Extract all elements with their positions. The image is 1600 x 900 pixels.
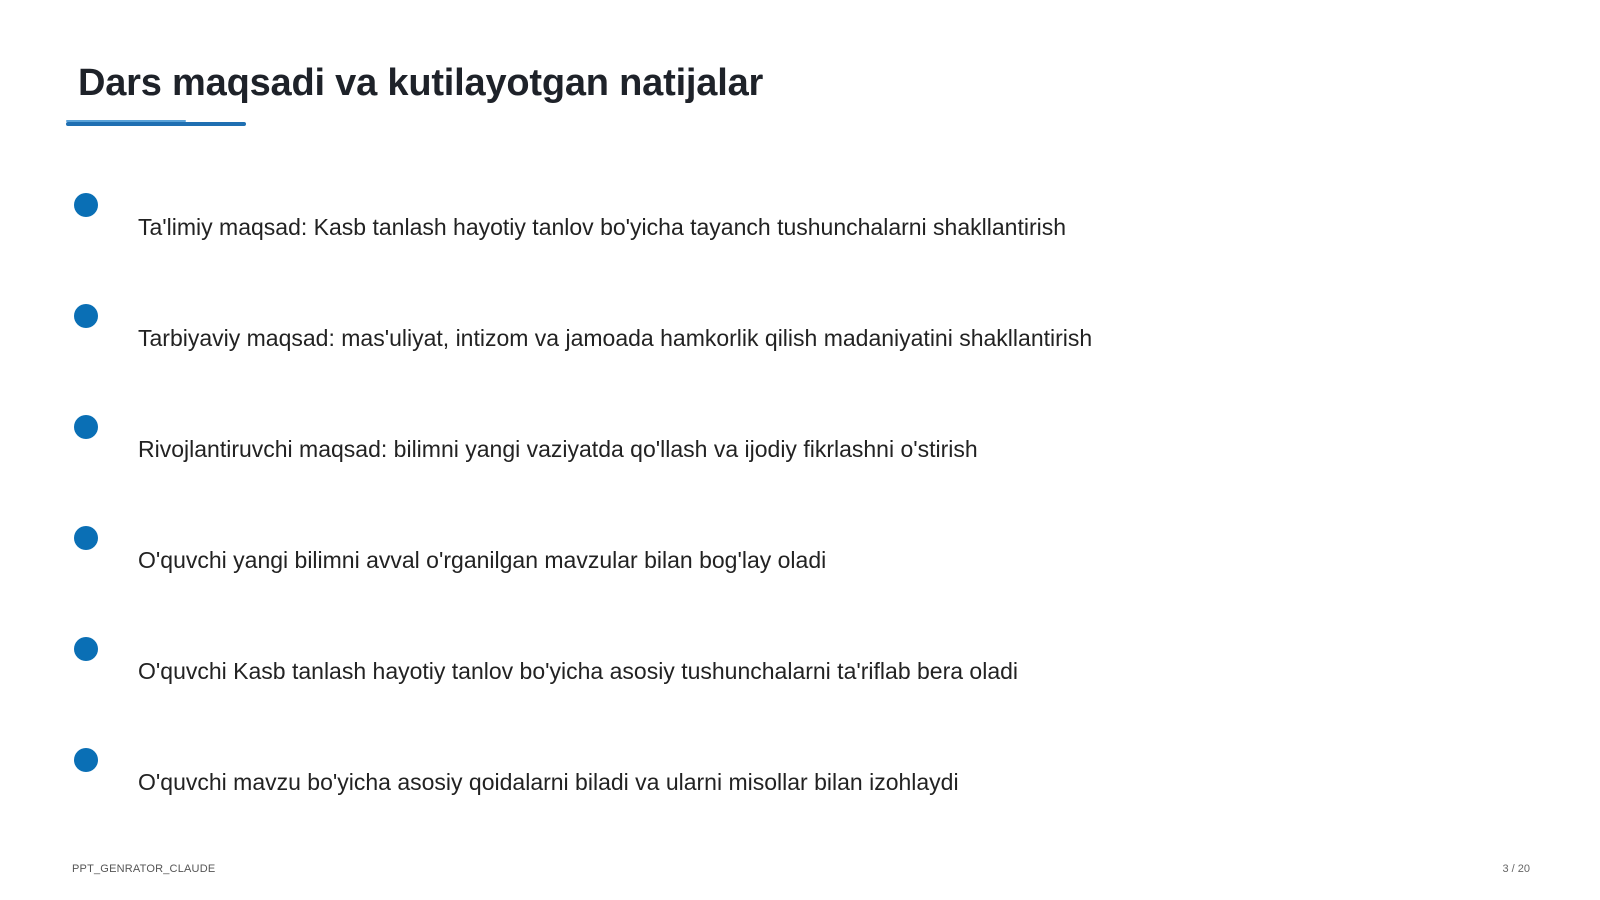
bullet-item	[0, 190, 1500, 270]
bullet-text: Tarbiyaviy maqsad: mas'uliyat, intizom va jamoada hamkorlik qilish madaniyatini shakllantirish	[138, 325, 1093, 351]
bullet-dot-icon	[74, 193, 98, 217]
bullet-text: O'quvchi mavzu bo'yicha asosiy qoidalarni biladi va ularni misollar bilan izohlaydi	[138, 769, 959, 795]
bullet-item	[0, 634, 1500, 714]
bullet-item	[0, 523, 1500, 603]
bullet-dot-icon	[74, 637, 98, 661]
bullet-text: O'quvchi Kasb tanlash hayotiy tanlov bo'yicha asosiy tushunchalarni ta'riflab bera oladi	[138, 658, 1019, 684]
bullet-text: Rivojlantiruvchi maqsad: bilimni yangi vaziyatda qo'llash va ijodiy fikrlashni o'stirish	[138, 436, 978, 462]
footer-brand: PPT_GENRATOR_CLAUDE	[72, 863, 216, 875]
bullet-dot-icon	[74, 415, 98, 439]
bullet-item	[0, 745, 1500, 825]
bullet-dot-icon	[74, 748, 98, 772]
bullet-item	[0, 301, 1500, 381]
bullet-dot-icon	[74, 304, 98, 328]
page-number: 3 / 20	[1502, 863, 1530, 875]
slide-title: Dars maqsadi va kutilayotgan natijalar	[78, 62, 764, 104]
bullet-dot-icon	[74, 526, 98, 550]
bullet-text: O'quvchi yangi bilimni avval o'rganilgan mavzular bilan bog'lay oladi	[138, 547, 827, 573]
bullet-text: Ta'limiy maqsad: Kasb tanlash hayotiy tanlov bo'yicha tayanch tushunchalarni shakllantirish	[138, 214, 1067, 240]
bullet-item	[0, 412, 1500, 492]
